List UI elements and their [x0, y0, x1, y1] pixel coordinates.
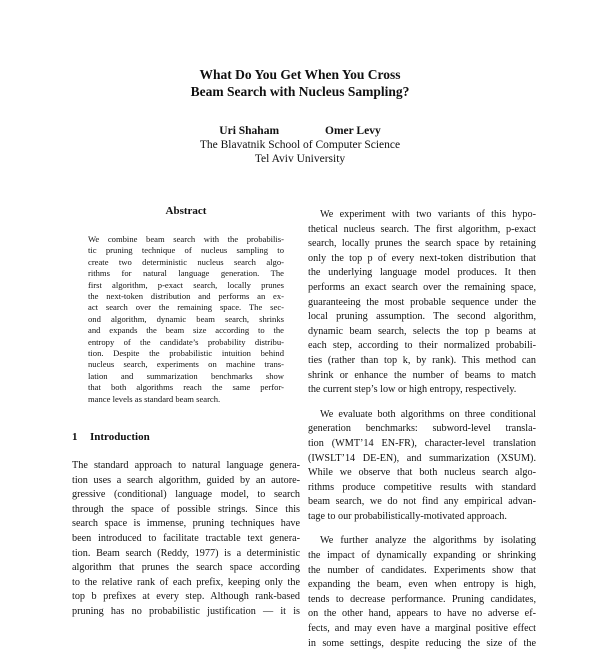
text-line: algorithm that prunes the search space according [72, 562, 300, 574]
section-title: Introduction [90, 431, 150, 443]
text-line: been introduced to facilitate tractable text genera- [72, 532, 300, 544]
abstract-line: that both algorithms reach the same perfor- [88, 382, 284, 393]
abstract-line: We combine beam search with the probabilis- [88, 234, 284, 244]
affiliation-2: Tel Aviv University [254, 153, 346, 165]
abstract-line: and expands the beam size according to the [88, 325, 284, 336]
paragraph-1 [308, 208, 536, 398]
abstract-line: lation and summarization benchmarks show [88, 370, 284, 381]
author-2: Omer Levy [325, 125, 381, 137]
text-line: dynamic beam search, selects the top p beams at [308, 325, 536, 337]
text-line: While we observe that both nucleus search algo- [308, 467, 536, 479]
paragraph-3 [308, 534, 536, 649]
abstract-line: mance levels as standard beam search. [88, 393, 221, 404]
abstract-line: rithms for natural language generation. The [88, 268, 284, 279]
abstract-line: nucleus search, experiments on machine trans- [88, 359, 284, 370]
text-line: the impact of dynamically expanding or shrinking [308, 550, 536, 562]
text-line: The standard approach to natural language genera- [72, 460, 300, 471]
section-heading-introduction [72, 431, 300, 443]
section-number: 1 [72, 431, 78, 443]
abstract-line: tion. Despite the probabilistic intuition behind [88, 348, 284, 359]
text-line: each step, according to their normalized probabili- [308, 340, 536, 352]
text-line: to the relative rank of each prefix, keeping only the [72, 576, 300, 588]
title-line-2: Beam Search with Nucleus Sampling? [190, 84, 410, 99]
text-line: through the space of possible strings. Since this [72, 503, 300, 515]
title-line-1: What Do You Get When You Cross [199, 67, 401, 82]
introduction-body [72, 459, 300, 617]
text-line: only the top p of every next-token distribution that [308, 252, 536, 264]
abstract-line: entropy of the candidate’s probability distribu- [88, 336, 284, 347]
text-line: shrink or enhance the number of beams to match [308, 369, 536, 381]
text-line: fects, and may even have a marginal positive effect [308, 623, 536, 635]
text-line: search space is immense, pruning techniques have [72, 518, 300, 530]
abstract-line: first algorithm, p-exact search, locally prunes [88, 279, 284, 290]
author-block [100, 124, 500, 166]
text-line: rithms produce competitive results with standard [308, 481, 536, 493]
text-line: gressive (conditional) language model, to search [72, 489, 300, 501]
text-line: expanding the beam, even when entropy is high, [308, 579, 536, 591]
text-line: ties (rather than top k, by rank). This method can [308, 354, 536, 366]
abstract-heading: Abstract [165, 205, 207, 217]
text-line: the underlying language model produces. It then [308, 267, 536, 279]
right-column-body [308, 208, 536, 649]
text-line: search, locally prunes the search space by retaining [308, 238, 536, 250]
text-line: tage to our probabilistically-motivated approach. [308, 510, 507, 522]
abstract-line: tic pruning technique of nucleus sampling to [88, 245, 284, 256]
paragraph-2 [308, 408, 536, 525]
author-1: Uri Shaham [219, 125, 280, 137]
text-line: local pruning assumption. The second algorithm, [308, 311, 536, 323]
text-line: We experiment with two variants of this hypo- [320, 209, 536, 220]
abstract-line: ond algorithm, dynamic beam search, shrinks [88, 313, 284, 324]
text-line: tion (WMT’14 EN-FR), character-level translation [308, 437, 536, 449]
text-line: tends to decrease performance. Pruning candidates, [308, 593, 536, 605]
text-line: pruning has no probabilistic justification — it is [72, 605, 300, 617]
text-line: thetical nucleus search. The first algorithm, p-exact [308, 223, 536, 235]
text-line: on the other hand, appears to have no adverse ef- [308, 608, 536, 620]
text-line: generation benchmarks: subword-level transla- [308, 423, 536, 435]
abstract-line: the next-token distribution and performs an ex- [88, 291, 284, 302]
text-line: We further analyze the algorithms by isolating [320, 535, 536, 547]
text-line: beam search, we do not find any empirical advan- [308, 496, 536, 508]
abstract-body [88, 234, 284, 405]
text-line: tion uses a search algorithm, guided by an autore- [72, 474, 300, 486]
text-line: performs an exact search over the remaining space, [308, 281, 536, 293]
text-line: We evaluate both algorithms on three conditional [320, 408, 536, 420]
text-line: tion. Beam search (Reddy, 1977) is a deterministic [72, 547, 300, 559]
text-line: guaranteeing the most probable sequence under the [308, 296, 536, 308]
abstract-line: act search over the remaining space. The sec- [88, 302, 284, 313]
paper-title [100, 66, 500, 100]
text-line: in some settings, despite reducing the size of the [308, 637, 536, 649]
affiliation-1: The Blavatnik School of Computer Science [199, 139, 401, 151]
text-line: top b prefixes at every step. Although rank-based [72, 591, 300, 603]
author-names [100, 124, 500, 138]
text-line: the current step’s low or high entropy, respectively. [308, 384, 517, 396]
text-line: the number of candidates. Experiments show that [308, 564, 536, 576]
abstract-line: create two deterministic nucleus search algo- [88, 256, 284, 267]
text-line: (IWSLT’14 DE-EN), and summarization (XSUM). [308, 452, 536, 464]
